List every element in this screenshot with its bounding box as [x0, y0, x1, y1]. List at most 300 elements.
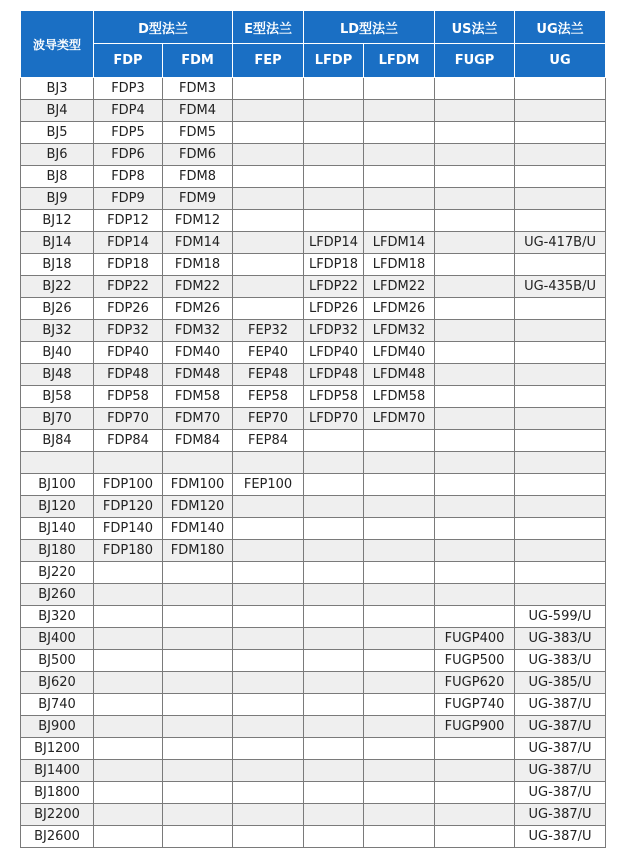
cell-fep: [233, 650, 304, 672]
cell-waveguide-type: BJ180: [21, 540, 94, 562]
header-group-us-flange: US法兰: [435, 11, 515, 44]
table-row: [21, 672, 606, 694]
cell-ug: [515, 386, 606, 408]
cell-fep: [233, 100, 304, 122]
cell-fdm: FDM12: [163, 210, 233, 232]
cell-fep: [233, 298, 304, 320]
cell-lfdm: [364, 760, 435, 782]
cell-lfdp: [304, 562, 364, 584]
table-body: [21, 78, 606, 848]
cell-ug: [515, 342, 606, 364]
cell-fugp: [435, 298, 515, 320]
cell-lfdp: [304, 738, 364, 760]
cell-fdp: [94, 716, 163, 738]
cell-ug: UG-383/U: [515, 628, 606, 650]
header-waveguide-type: 波导类型: [21, 11, 94, 78]
cell-waveguide-type: [21, 452, 94, 474]
cell-fep: [233, 716, 304, 738]
cell-waveguide-type: BJ1200: [21, 738, 94, 760]
cell-fdm: [163, 672, 233, 694]
cell-ug: [515, 430, 606, 452]
cell-fdp: FDP84: [94, 430, 163, 452]
header-col-ug: UG: [515, 44, 606, 78]
cell-lfdp: [304, 650, 364, 672]
cell-lfdm: [364, 584, 435, 606]
cell-fdp: FDP40: [94, 342, 163, 364]
cell-lfdp: [304, 452, 364, 474]
cell-lfdm: [364, 826, 435, 848]
cell-lfdp: LFDP26: [304, 298, 364, 320]
header-group-ld-flange: LD型法兰: [304, 11, 435, 44]
cell-fugp: [435, 144, 515, 166]
cell-fdm: [163, 782, 233, 804]
cell-ug: [515, 452, 606, 474]
cell-fdm: FDM5: [163, 122, 233, 144]
cell-fdp: [94, 782, 163, 804]
cell-lfdp: [304, 782, 364, 804]
cell-fdm: [163, 584, 233, 606]
cell-fep: [233, 496, 304, 518]
table-row: [21, 386, 606, 408]
cell-lfdp: [304, 826, 364, 848]
cell-lfdm: LFDM14: [364, 232, 435, 254]
cell-lfdm: [364, 166, 435, 188]
cell-waveguide-type: BJ12: [21, 210, 94, 232]
cell-fugp: FUGP620: [435, 672, 515, 694]
table-row: [21, 78, 606, 100]
cell-lfdm: [364, 606, 435, 628]
cell-waveguide-type: BJ2200: [21, 804, 94, 826]
header-column-row: [21, 44, 606, 78]
cell-fep: [233, 628, 304, 650]
cell-ug: [515, 122, 606, 144]
cell-fep: FEP32: [233, 320, 304, 342]
cell-lfdm: [364, 122, 435, 144]
table-header: [21, 11, 606, 78]
cell-waveguide-type: BJ22: [21, 276, 94, 298]
cell-ug: UG-383/U: [515, 650, 606, 672]
cell-waveguide-type: BJ3: [21, 78, 94, 100]
cell-fep: [233, 760, 304, 782]
cell-lfdm: [364, 672, 435, 694]
cell-ug: UG-387/U: [515, 694, 606, 716]
cell-fdp: FDP6: [94, 144, 163, 166]
cell-fep: FEP70: [233, 408, 304, 430]
cell-ug: [515, 584, 606, 606]
cell-ug: [515, 320, 606, 342]
cell-fdm: FDM3: [163, 78, 233, 100]
cell-fugp: [435, 804, 515, 826]
cell-fdp: FDP4: [94, 100, 163, 122]
cell-fdm: [163, 804, 233, 826]
cell-waveguide-type: BJ400: [21, 628, 94, 650]
cell-waveguide-type: BJ32: [21, 320, 94, 342]
cell-fdp: FDP3: [94, 78, 163, 100]
cell-fdp: [94, 804, 163, 826]
cell-fdp: FDP58: [94, 386, 163, 408]
cell-ug: [515, 144, 606, 166]
cell-fdp: FDP12: [94, 210, 163, 232]
header-group-d-flange: D型法兰: [94, 11, 233, 44]
table-row: [21, 760, 606, 782]
cell-lfdm: [364, 650, 435, 672]
cell-fdm: FDM14: [163, 232, 233, 254]
cell-fugp: [435, 584, 515, 606]
cell-lfdm: [364, 430, 435, 452]
cell-fugp: [435, 540, 515, 562]
cell-fdp: FDP180: [94, 540, 163, 562]
cell-ug: UG-387/U: [515, 804, 606, 826]
cell-fdm: FDM180: [163, 540, 233, 562]
table-row: [21, 452, 606, 474]
cell-ug: [515, 540, 606, 562]
cell-waveguide-type: BJ260: [21, 584, 94, 606]
table-row: [21, 364, 606, 386]
cell-ug: [515, 210, 606, 232]
cell-fugp: [435, 122, 515, 144]
cell-fugp: [435, 518, 515, 540]
cell-lfdp: [304, 166, 364, 188]
cell-fugp: [435, 232, 515, 254]
table-row: [21, 166, 606, 188]
cell-ug: UG-387/U: [515, 782, 606, 804]
cell-fdp: [94, 628, 163, 650]
cell-lfdm: [364, 628, 435, 650]
cell-lfdp: LFDP14: [304, 232, 364, 254]
waveguide-flange-table: [20, 10, 606, 848]
table-row: [21, 518, 606, 540]
cell-fugp: [435, 188, 515, 210]
cell-fugp: [435, 760, 515, 782]
table-row: [21, 474, 606, 496]
cell-fugp: [435, 738, 515, 760]
cell-waveguide-type: BJ18: [21, 254, 94, 276]
cell-lfdm: [364, 782, 435, 804]
cell-fdp: [94, 738, 163, 760]
cell-waveguide-type: BJ1400: [21, 760, 94, 782]
cell-waveguide-type: BJ58: [21, 386, 94, 408]
cell-lfdm: [364, 188, 435, 210]
table-row: [21, 716, 606, 738]
cell-lfdp: [304, 540, 364, 562]
header-col-lfdm: LFDM: [364, 44, 435, 78]
cell-ug: UG-387/U: [515, 760, 606, 782]
cell-lfdp: LFDP40: [304, 342, 364, 364]
cell-waveguide-type: BJ8: [21, 166, 94, 188]
cell-fugp: [435, 408, 515, 430]
table-row: [21, 210, 606, 232]
cell-lfdp: LFDP32: [304, 320, 364, 342]
cell-waveguide-type: BJ140: [21, 518, 94, 540]
cell-fdm: FDM40: [163, 342, 233, 364]
cell-lfdm: [364, 452, 435, 474]
table-row: [21, 298, 606, 320]
cell-waveguide-type: BJ4: [21, 100, 94, 122]
cell-lfdp: [304, 78, 364, 100]
cell-lfdp: [304, 804, 364, 826]
cell-fdm: [163, 452, 233, 474]
cell-fep: [233, 144, 304, 166]
cell-fdp: FDP70: [94, 408, 163, 430]
cell-lfdm: [364, 78, 435, 100]
cell-ug: [515, 78, 606, 100]
cell-fugp: [435, 606, 515, 628]
table-row: [21, 826, 606, 848]
cell-fep: FEP48: [233, 364, 304, 386]
cell-fugp: [435, 562, 515, 584]
cell-waveguide-type: BJ9: [21, 188, 94, 210]
cell-lfdp: [304, 694, 364, 716]
table-row: [21, 738, 606, 760]
cell-fdm: [163, 738, 233, 760]
cell-fdm: FDM70: [163, 408, 233, 430]
cell-fep: [233, 232, 304, 254]
cell-fdm: [163, 826, 233, 848]
header-group-row: [21, 11, 606, 44]
cell-ug: [515, 298, 606, 320]
cell-fdm: FDM26: [163, 298, 233, 320]
cell-fdm: FDM48: [163, 364, 233, 386]
cell-fep: [233, 606, 304, 628]
cell-fdp: FDP8: [94, 166, 163, 188]
cell-fdp: FDP48: [94, 364, 163, 386]
cell-ug: UG-387/U: [515, 826, 606, 848]
cell-fugp: [435, 386, 515, 408]
cell-fdp: [94, 650, 163, 672]
cell-fdp: [94, 826, 163, 848]
cell-fdm: FDM6: [163, 144, 233, 166]
cell-ug: [515, 166, 606, 188]
cell-waveguide-type: BJ620: [21, 672, 94, 694]
cell-fdp: FDP5: [94, 122, 163, 144]
cell-fdp: FDP26: [94, 298, 163, 320]
cell-fdm: FDM84: [163, 430, 233, 452]
cell-fugp: [435, 474, 515, 496]
cell-ug: UG-417B/U: [515, 232, 606, 254]
cell-fdm: FDM100: [163, 474, 233, 496]
cell-lfdp: [304, 584, 364, 606]
cell-fep: [233, 782, 304, 804]
cell-lfdp: [304, 100, 364, 122]
cell-fugp: FUGP500: [435, 650, 515, 672]
cell-fep: [233, 210, 304, 232]
cell-fep: FEP100: [233, 474, 304, 496]
cell-waveguide-type: BJ70: [21, 408, 94, 430]
table-row: [21, 628, 606, 650]
table-row: [21, 804, 606, 826]
cell-fep: [233, 584, 304, 606]
cell-lfdp: [304, 672, 364, 694]
table-row: [21, 320, 606, 342]
cell-lfdm: [364, 804, 435, 826]
cell-ug: UG-385/U: [515, 672, 606, 694]
flange-table-container: [20, 10, 606, 848]
cell-waveguide-type: BJ740: [21, 694, 94, 716]
cell-ug: [515, 408, 606, 430]
cell-fdp: FDP140: [94, 518, 163, 540]
cell-lfdp: [304, 518, 364, 540]
cell-fep: [233, 826, 304, 848]
cell-fdm: FDM120: [163, 496, 233, 518]
cell-fdp: [94, 694, 163, 716]
cell-waveguide-type: BJ48: [21, 364, 94, 386]
table-row: [21, 430, 606, 452]
cell-fugp: [435, 100, 515, 122]
cell-lfdm: LFDM58: [364, 386, 435, 408]
cell-lfdp: LFDP22: [304, 276, 364, 298]
cell-fep: [233, 276, 304, 298]
cell-lfdm: [364, 716, 435, 738]
cell-fdm: FDM140: [163, 518, 233, 540]
cell-fdm: [163, 760, 233, 782]
cell-lfdm: LFDM22: [364, 276, 435, 298]
cell-lfdm: [364, 144, 435, 166]
cell-fep: [233, 166, 304, 188]
table-row: [21, 232, 606, 254]
cell-fdm: [163, 650, 233, 672]
cell-lfdp: [304, 144, 364, 166]
cell-fep: [233, 540, 304, 562]
cell-fugp: [435, 78, 515, 100]
table-row: [21, 144, 606, 166]
cell-fep: [233, 254, 304, 276]
cell-fugp: FUGP900: [435, 716, 515, 738]
cell-fdm: [163, 562, 233, 584]
cell-lfdm: [364, 474, 435, 496]
table-row: [21, 606, 606, 628]
cell-waveguide-type: BJ14: [21, 232, 94, 254]
table-row: [21, 540, 606, 562]
cell-ug: [515, 496, 606, 518]
cell-lfdp: LFDP58: [304, 386, 364, 408]
cell-lfdp: [304, 430, 364, 452]
cell-ug: [515, 518, 606, 540]
cell-fdm: [163, 694, 233, 716]
cell-fdp: FDP18: [94, 254, 163, 276]
cell-fdp: [94, 606, 163, 628]
cell-ug: UG-435B/U: [515, 276, 606, 298]
cell-fdm: [163, 628, 233, 650]
cell-fugp: [435, 254, 515, 276]
cell-fdm: FDM18: [163, 254, 233, 276]
cell-lfdm: [364, 210, 435, 232]
cell-lfdp: [304, 628, 364, 650]
table-row: [21, 584, 606, 606]
cell-fugp: [435, 782, 515, 804]
cell-lfdp: LFDP70: [304, 408, 364, 430]
cell-fdm: FDM58: [163, 386, 233, 408]
cell-fdp: FDP9: [94, 188, 163, 210]
table-row: [21, 562, 606, 584]
cell-fugp: [435, 342, 515, 364]
cell-fep: [233, 518, 304, 540]
cell-fep: [233, 562, 304, 584]
cell-fugp: [435, 452, 515, 474]
table-row: [21, 342, 606, 364]
cell-waveguide-type: BJ900: [21, 716, 94, 738]
cell-fdm: FDM32: [163, 320, 233, 342]
cell-lfdp: [304, 606, 364, 628]
cell-fdp: FDP22: [94, 276, 163, 298]
header-col-lfdp: LFDP: [304, 44, 364, 78]
header-col-fdp: FDP: [94, 44, 163, 78]
cell-lfdm: [364, 540, 435, 562]
cell-lfdm: LFDM26: [364, 298, 435, 320]
cell-waveguide-type: BJ500: [21, 650, 94, 672]
cell-waveguide-type: BJ100: [21, 474, 94, 496]
cell-fdp: [94, 452, 163, 474]
header-group-e-flange: E型法兰: [233, 11, 304, 44]
cell-fep: [233, 452, 304, 474]
cell-lfdp: [304, 760, 364, 782]
cell-fugp: FUGP740: [435, 694, 515, 716]
table-row: [21, 188, 606, 210]
cell-lfdm: [364, 518, 435, 540]
cell-waveguide-type: BJ220: [21, 562, 94, 584]
cell-fdm: [163, 606, 233, 628]
cell-fep: [233, 694, 304, 716]
cell-fdp: FDP120: [94, 496, 163, 518]
cell-lfdm: LFDM40: [364, 342, 435, 364]
cell-fugp: [435, 166, 515, 188]
table-row: [21, 496, 606, 518]
header-col-fdm: FDM: [163, 44, 233, 78]
cell-fep: FEP84: [233, 430, 304, 452]
cell-ug: [515, 364, 606, 386]
cell-ug: [515, 188, 606, 210]
cell-waveguide-type: BJ84: [21, 430, 94, 452]
table-row: [21, 782, 606, 804]
cell-fep: [233, 188, 304, 210]
cell-fep: [233, 804, 304, 826]
cell-lfdm: [364, 738, 435, 760]
cell-waveguide-type: BJ120: [21, 496, 94, 518]
cell-lfdp: [304, 122, 364, 144]
cell-ug: [515, 474, 606, 496]
cell-waveguide-type: BJ320: [21, 606, 94, 628]
cell-fugp: [435, 320, 515, 342]
cell-lfdm: [364, 496, 435, 518]
cell-waveguide-type: BJ2600: [21, 826, 94, 848]
cell-waveguide-type: BJ6: [21, 144, 94, 166]
cell-fdp: [94, 672, 163, 694]
cell-fdp: [94, 562, 163, 584]
cell-ug: [515, 562, 606, 584]
cell-lfdm: [364, 694, 435, 716]
cell-fdp: FDP32: [94, 320, 163, 342]
cell-waveguide-type: BJ40: [21, 342, 94, 364]
cell-lfdm: LFDM32: [364, 320, 435, 342]
cell-fep: [233, 122, 304, 144]
cell-fdp: FDP14: [94, 232, 163, 254]
cell-fep: FEP58: [233, 386, 304, 408]
cell-fdp: FDP100: [94, 474, 163, 496]
table-row: [21, 122, 606, 144]
cell-fugp: [435, 276, 515, 298]
cell-fugp: [435, 496, 515, 518]
cell-lfdp: [304, 188, 364, 210]
cell-lfdm: [364, 100, 435, 122]
cell-ug: [515, 254, 606, 276]
cell-lfdp: [304, 496, 364, 518]
cell-ug: [515, 100, 606, 122]
table-row: [21, 276, 606, 298]
cell-fep: [233, 672, 304, 694]
cell-ug: UG-599/U: [515, 606, 606, 628]
cell-fdp: [94, 760, 163, 782]
cell-lfdp: [304, 474, 364, 496]
cell-fugp: FUGP400: [435, 628, 515, 650]
